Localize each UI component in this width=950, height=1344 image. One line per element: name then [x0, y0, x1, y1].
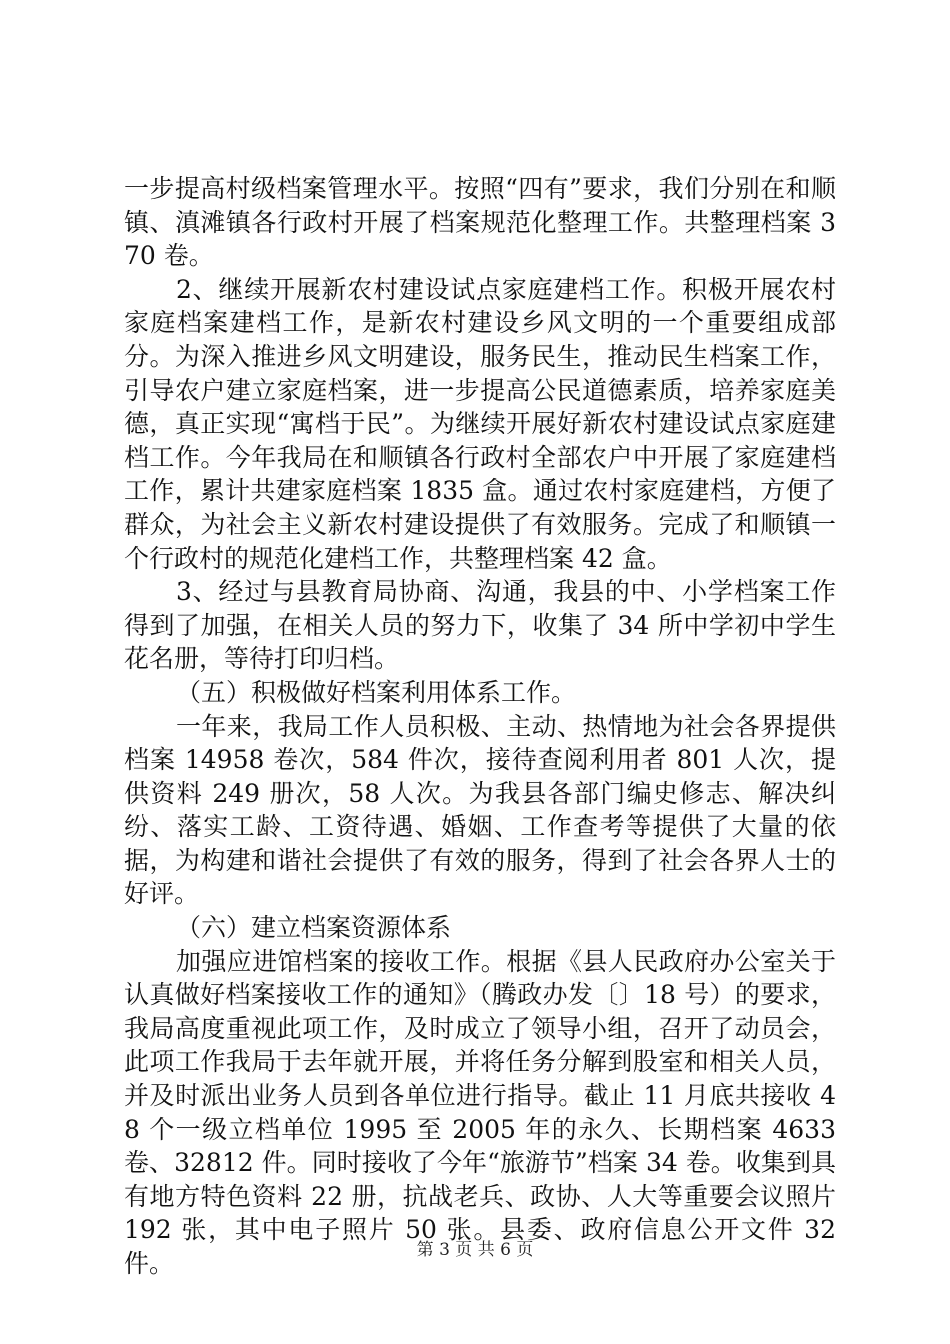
section-heading-6: （六）建立档案资源体系: [176, 913, 452, 943]
paragraph-continuation: 一步提高村级档案管理水平。按照“四有”要求，我们分别在和顺镇、滇滩镇各行政村开展了档案规范化整理工作。共整理档案 370 卷。: [124, 174, 836, 271]
paragraph-utilization: 一年来，我局工作人员积极、主动、热情地为社会各界提供档案 14958 卷次，584 件次，接待查阅利用者 801 人次，提供资料 249 册次，58 人次。为我县各部门编史修志、解决纠纷、落实工龄、工资待遇、婚姻、工作查考等提供了大量的依据，为构建和谐社会提供了有效的服务，得到了社会各界人士的好评。: [124, 711, 836, 909]
page-footer: 第 3 页 共 6 页: [416, 1240, 534, 1260]
document-body: [124, 172, 836, 1281]
paragraph-resources: 加强应进馆档案的接收工作。根据《县人民政府办公室关于认真做好档案接收工作的通知》（腾政办发〔〕18 号）的要求，我局高度重视此项工作，及时成立了领导小组，召开了动员会，此项工作我局于去年就开展，并将任务分解到股室和相关人员，并及时派出业务人员到各单位进行指导。截止 11 月底共接收 48 个一级立档单位 1995 至 2005 年的永久、长期档案 4633 卷、32812 件。同时接收了今年“旅游节”档案 34 卷。收集到具有地方特色资料 22 册，抗战老兵、政协、人大等重要会议照片 192 张，其中电子照片 50 张。县委、政府信息公开文件 32 件。: [124, 946, 836, 1278]
paragraph-item-3: 3、经过与县教育局协商、沟通，我县的中、小学档案工作得到了加强，在相关人员的努力下，收集了 34 所中学初中学生花名册，等待打印归档。: [124, 577, 836, 674]
paragraph-item-2: 2、继续开展新农村建设试点家庭建档工作。积极开展农村家庭档案建档工作，是新农村建设乡风文明的一个重要组成部分。为深入推进乡风文明建设，服务民生，推动民生档案工作，引导农户建立家庭档案，进一步提高公民道德素质，培养家庭美德，真正实现“寓档于民”。为继续开展好新农村建设试点家庭建档工作。今年我局在和顺镇各行政村全部农户中开展了家庭建档工作，累计共建家庭档案 1835 盒。通过农村家庭建档，方便了群众，为社会主义新农村建设提供了有效服务。完成了和顺镇一个行政村的规范化建档工作，共整理档案 42 盒。: [124, 274, 836, 573]
section-heading-5: （五）积极做好档案利用体系工作。: [176, 677, 577, 707]
